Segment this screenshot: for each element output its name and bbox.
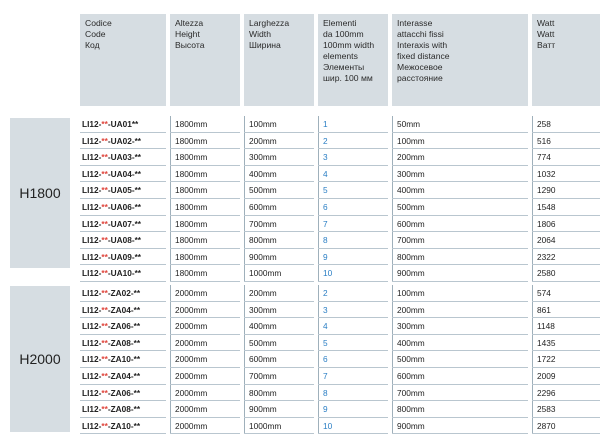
elements-cell: 7 — [318, 216, 388, 233]
code-suffix: -UA02-** — [107, 135, 142, 146]
elements-cell: 7 — [318, 368, 388, 385]
elements-cell: 8 — [318, 232, 388, 249]
interaxis-cell: 800mm — [392, 249, 528, 266]
interaxis-cell: 50mm — [392, 116, 528, 133]
interaxis-cell: 800mm — [392, 401, 528, 418]
width-cell: 300mm — [244, 149, 314, 166]
code-suffix: -UA03-** — [107, 152, 142, 163]
header-interaxis-line2: attacchi fissi — [397, 29, 444, 39]
code-prefix: LI12- — [82, 168, 102, 179]
interaxis-cell: 300mm — [392, 318, 528, 335]
code-prefix: LI12- — [82, 185, 102, 196]
width-cell: 900mm — [244, 249, 314, 266]
watt-cell: 2583 — [532, 401, 600, 418]
code-suffix: -UA07-** — [107, 218, 142, 229]
height-cell: 2000mm — [170, 285, 240, 302]
width-cell: 500mm — [244, 335, 314, 352]
table-row — [80, 265, 600, 282]
watt-cell: 1548 — [532, 199, 600, 216]
code-variant-stars: ** — [101, 185, 108, 196]
product-code — [80, 116, 166, 133]
height-cell: 1800mm — [170, 116, 240, 133]
header-elements-line6: шир. 100 мм — [323, 73, 373, 83]
height-cell: 2000mm — [170, 302, 240, 319]
code-prefix: LI12- — [82, 321, 102, 332]
interaxis-cell: 400mm — [392, 182, 528, 199]
width-cell: 800mm — [244, 232, 314, 249]
header-code-it: Codice — [85, 18, 112, 28]
code-variant-stars: ** — [101, 119, 108, 129]
header-width-ru: Ширина — [249, 40, 281, 50]
code-variant-stars: ** — [101, 420, 108, 431]
watt-cell: 258 — [532, 116, 600, 133]
height-cell: 2000mm — [170, 418, 240, 435]
code-prefix: LI12- — [82, 387, 102, 398]
table-row — [80, 401, 600, 418]
product-code — [80, 265, 166, 282]
header-elements — [318, 14, 388, 106]
watt-cell: 774 — [532, 149, 600, 166]
code-suffix: -UA06-** — [107, 202, 142, 212]
elements-cell: 3 — [318, 302, 388, 319]
code-prefix: LI12- — [82, 152, 102, 163]
code-suffix: -UA08-** — [107, 235, 142, 246]
code-variant-stars: ** — [101, 251, 108, 262]
interaxis-cell: 600mm — [392, 216, 528, 233]
code-prefix: LI12- — [82, 218, 102, 229]
width-cell: 400mm — [244, 318, 314, 335]
header-height-ru: Высота — [175, 40, 205, 50]
elements-cell: 10 — [318, 265, 388, 282]
code-prefix: LI12- — [82, 135, 102, 146]
height-cell: 2000mm — [170, 335, 240, 352]
group-label-h2000: H2000 — [10, 286, 70, 432]
header-elements-line2: da 100mm — [323, 29, 364, 39]
elements-cell: 2 — [318, 133, 388, 150]
code-suffix: -UA10-** — [107, 268, 142, 279]
table-row — [80, 302, 600, 319]
code-suffix: -UA05-** — [107, 185, 142, 196]
product-code — [80, 302, 166, 319]
product-code — [80, 249, 166, 266]
header-elements-line4: elements — [323, 51, 358, 61]
header-elements-line3: 100mm width — [323, 40, 375, 50]
divider-gap — [166, 281, 170, 282]
product-code — [80, 216, 166, 233]
header-height-it: Altezza — [175, 18, 204, 28]
header-code-ru: Код — [85, 40, 100, 50]
width-cell: 500mm — [244, 182, 314, 199]
header-interaxis-line3: Interaxis with — [397, 40, 448, 50]
code-variant-stars: ** — [101, 152, 108, 163]
product-code — [80, 385, 166, 402]
watt-cell: 1290 — [532, 182, 600, 199]
height-cell: 2000mm — [170, 351, 240, 368]
code-prefix: LI12- — [82, 337, 102, 348]
code-suffix: -ZA04-** — [107, 371, 141, 381]
elements-cell: 4 — [318, 166, 388, 183]
table-row — [80, 318, 600, 335]
divider-gap — [388, 281, 392, 282]
elements-cell: 5 — [318, 182, 388, 199]
code-variant-stars: ** — [101, 235, 108, 246]
product-code — [80, 199, 166, 216]
watt-cell: 1148 — [532, 318, 600, 335]
header-interaxis — [392, 14, 528, 106]
elements-cell: 10 — [318, 418, 388, 435]
divider-gap — [314, 281, 318, 282]
elements-cell: 4 — [318, 318, 388, 335]
product-code — [80, 401, 166, 418]
width-cell: 1000mm — [244, 418, 314, 435]
interaxis-cell: 200mm — [392, 302, 528, 319]
table-row — [80, 116, 600, 133]
code-prefix: LI12- — [82, 235, 102, 246]
interaxis-cell: 100mm — [392, 133, 528, 150]
header-watt-en: Watt — [537, 29, 555, 39]
code-variant-stars: ** — [101, 371, 108, 381]
interaxis-cell: 200mm — [392, 149, 528, 166]
header-height — [170, 14, 240, 106]
code-suffix: -ZA08-** — [107, 337, 141, 348]
table-row — [80, 133, 600, 150]
watt-cell: 1722 — [532, 351, 600, 368]
height-cell: 2000mm — [170, 385, 240, 402]
table-row — [80, 351, 600, 368]
code-prefix: LI12- — [82, 202, 102, 212]
width-cell: 600mm — [244, 199, 314, 216]
watt-cell: 2870 — [532, 418, 600, 435]
code-variant-stars: ** — [101, 404, 108, 415]
product-code — [80, 182, 166, 199]
divider-gap — [240, 433, 244, 434]
watt-cell: 861 — [532, 302, 600, 319]
watt-cell: 574 — [532, 285, 600, 302]
code-prefix: LI12- — [82, 371, 102, 381]
table-row — [80, 216, 600, 233]
watt-cell: 516 — [532, 133, 600, 150]
table-row — [80, 418, 600, 435]
table-row — [80, 385, 600, 402]
watt-cell: 1032 — [532, 166, 600, 183]
code-suffix: -ZA04-** — [107, 304, 141, 315]
height-cell: 1800mm — [170, 133, 240, 150]
interaxis-cell: 700mm — [392, 232, 528, 249]
code-variant-stars: ** — [101, 387, 108, 398]
table-row — [80, 335, 600, 352]
code-suffix: -ZA08-** — [107, 404, 141, 415]
elements-cell: 9 — [318, 249, 388, 266]
table-row — [80, 166, 600, 183]
height-cell: 1800mm — [170, 249, 240, 266]
code-variant-stars: ** — [101, 288, 108, 298]
width-cell: 200mm — [244, 285, 314, 302]
divider-gap — [240, 281, 244, 282]
elements-cell: 5 — [318, 335, 388, 352]
elements-cell: 8 — [318, 385, 388, 402]
interaxis-cell: 400mm — [392, 335, 528, 352]
code-prefix: LI12- — [82, 268, 102, 279]
table-row — [80, 249, 600, 266]
watt-cell: 2064 — [532, 232, 600, 249]
header-width-it: Larghezza — [249, 18, 290, 28]
divider-gap — [388, 433, 392, 434]
product-code — [80, 418, 166, 435]
product-code — [80, 166, 166, 183]
width-cell: 100mm — [244, 116, 314, 133]
divider-gap — [528, 433, 532, 434]
code-variant-stars: ** — [101, 268, 108, 279]
product-code — [80, 318, 166, 335]
height-cell: 2000mm — [170, 401, 240, 418]
elements-cell: 2 — [318, 285, 388, 302]
code-suffix: -UA09-** — [107, 251, 142, 262]
elements-cell: 6 — [318, 199, 388, 216]
code-prefix: LI12- — [82, 251, 102, 262]
height-cell: 1800mm — [170, 166, 240, 183]
header-width — [244, 14, 314, 106]
code-variant-stars: ** — [101, 354, 108, 365]
table-row — [80, 182, 600, 199]
height-cell: 1800mm — [170, 232, 240, 249]
header-watt-ru: Ватт — [537, 40, 556, 50]
elements-cell: 6 — [318, 351, 388, 368]
code-prefix: LI12- — [82, 304, 102, 315]
code-variant-stars: ** — [101, 135, 108, 146]
group-label-h1800: H1800 — [10, 118, 70, 268]
header-interaxis-line1: Interasse — [397, 18, 433, 28]
product-code — [80, 368, 166, 385]
interaxis-cell: 700mm — [392, 385, 528, 402]
product-code — [80, 285, 166, 302]
width-cell: 700mm — [244, 216, 314, 233]
header-interaxis-line6: расстояние — [397, 73, 443, 83]
elements-cell: 3 — [318, 149, 388, 166]
header-watt — [532, 14, 600, 106]
code-suffix: -ZA06-** — [107, 321, 141, 332]
code-prefix: LI12- — [82, 354, 102, 365]
watt-cell: 1435 — [532, 335, 600, 352]
code-prefix: LI12- — [82, 288, 102, 298]
row-divider — [80, 281, 600, 282]
height-cell: 1800mm — [170, 216, 240, 233]
product-code — [80, 335, 166, 352]
width-cell: 700mm — [244, 368, 314, 385]
code-prefix: LI12- — [82, 420, 102, 431]
watt-cell: 1806 — [532, 216, 600, 233]
elements-cell: 1 — [318, 116, 388, 133]
divider-gap — [166, 433, 170, 434]
header-height-en: Height — [175, 29, 200, 39]
width-cell: 300mm — [244, 302, 314, 319]
code-suffix: -UA04-** — [107, 168, 142, 179]
watt-cell: 2009 — [532, 368, 600, 385]
divider-gap — [528, 281, 532, 282]
header-code — [80, 14, 166, 106]
code-prefix: LI12- — [82, 119, 102, 129]
divider-gap — [314, 433, 318, 434]
interaxis-cell: 500mm — [392, 199, 528, 216]
code-suffix: -ZA10-** — [107, 354, 141, 365]
header-code-en: Code — [85, 29, 106, 39]
header-width-en: Width — [249, 29, 271, 39]
elements-cell: 9 — [318, 401, 388, 418]
table-row — [80, 199, 600, 216]
watt-cell: 2322 — [532, 249, 600, 266]
code-variant-stars: ** — [101, 218, 108, 229]
height-cell: 2000mm — [170, 368, 240, 385]
watt-cell: 2296 — [532, 385, 600, 402]
width-cell: 1000mm — [244, 265, 314, 282]
width-cell: 400mm — [244, 166, 314, 183]
code-suffix: -UA01** — [107, 119, 139, 129]
code-suffix: -ZA02-** — [107, 288, 141, 298]
code-suffix: -ZA10-** — [107, 420, 141, 431]
table-row — [80, 232, 600, 249]
code-suffix: -ZA06-** — [107, 387, 141, 398]
code-prefix: LI12- — [82, 404, 102, 415]
header-interaxis-line4: fixed distance — [397, 51, 450, 61]
header-elements-line1: Elementi — [323, 18, 357, 28]
row-divider — [80, 433, 600, 434]
interaxis-cell: 100mm — [392, 285, 528, 302]
product-code — [80, 351, 166, 368]
interaxis-cell: 300mm — [392, 166, 528, 183]
interaxis-cell: 600mm — [392, 368, 528, 385]
header-elements-line5: Элементы — [323, 62, 365, 72]
height-cell: 1800mm — [170, 199, 240, 216]
code-variant-stars: ** — [101, 202, 108, 212]
code-variant-stars: ** — [101, 168, 108, 179]
width-cell: 200mm — [244, 133, 314, 150]
code-variant-stars: ** — [101, 304, 108, 315]
width-cell: 600mm — [244, 351, 314, 368]
code-variant-stars: ** — [101, 337, 108, 348]
watt-cell: 2580 — [532, 265, 600, 282]
table-row — [80, 149, 600, 166]
table-row — [80, 368, 600, 385]
product-code — [80, 133, 166, 150]
header-watt-it: Watt — [537, 18, 555, 28]
interaxis-cell: 900mm — [392, 418, 528, 435]
table-row — [80, 285, 600, 302]
height-cell: 2000mm — [170, 318, 240, 335]
height-cell: 1800mm — [170, 182, 240, 199]
width-cell: 800mm — [244, 385, 314, 402]
header-interaxis-line5: Межосевое — [397, 62, 443, 72]
height-cell: 1800mm — [170, 265, 240, 282]
interaxis-cell: 500mm — [392, 351, 528, 368]
code-variant-stars: ** — [101, 321, 108, 332]
interaxis-cell: 900mm — [392, 265, 528, 282]
product-code — [80, 232, 166, 249]
height-cell: 1800mm — [170, 149, 240, 166]
product-code — [80, 149, 166, 166]
width-cell: 900mm — [244, 401, 314, 418]
